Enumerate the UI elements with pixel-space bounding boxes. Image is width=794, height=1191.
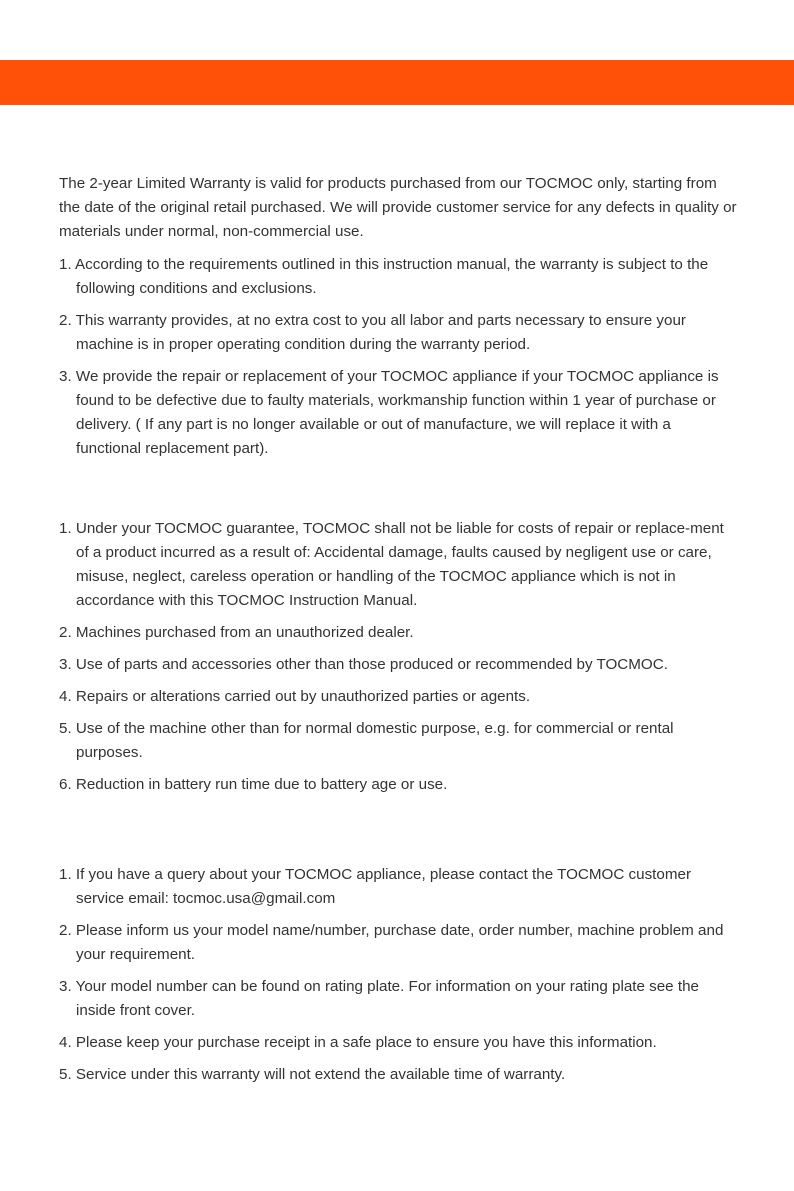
list-item: 1. If you have a query about your TOCMOC appliance, please contact the TOCMOC customer service email: tocmoc.usa@gmail.com <box>59 866 692 907</box>
list-item: 1. According to the requirements outlined in this instruction manual, the warranty is subject to the following conditions and exclusions. <box>59 256 709 297</box>
header-band <box>0 60 794 105</box>
list-item: 4. Repairs or alterations carried out by unauthorized parties or agents. <box>59 688 531 705</box>
list-item: 5. Use of the machine other than for normal domestic purpose, e.g. for commercial or rental purposes. <box>59 720 674 761</box>
warranty-terms-list <box>59 253 739 461</box>
exclusions-list <box>59 517 739 797</box>
list-item: 4. Please keep your purchase receipt in a safe place to ensure you have this information. <box>59 1034 657 1051</box>
warranty-intro: The 2-year Limited Warranty is valid for products purchased from our TOCMOC only, starting from the date of the original retail purchased. We will provide customer service for any defects in quality or materials under normal, non-commercial use. <box>59 175 737 240</box>
section-spacer <box>59 469 739 517</box>
list-item: 6. Reduction in battery run time due to battery age or use. <box>59 776 448 793</box>
list-item: 3. Use of parts and accessories other than those produced or recommended by TOCMOC. <box>59 656 668 673</box>
service-list <box>59 863 739 1087</box>
list-item: 2. Machines purchased from an unauthorized dealer. <box>59 624 414 641</box>
list-item: 1. Under your TOCMOC guarantee, TOCMOC shall not be liable for costs of repair or replace-ment of a product incurred as a result of: Accidental damage, faults caused by negligent use or care, misuse, neglect, careless operation or handling of the TOCMOC appliance which is not in accordance with this TOCMOC Instruction Manual. <box>59 520 724 609</box>
list-item: 2. Please inform us your model name/number, purchase date, order number, machine problem and your requirement. <box>59 922 724 963</box>
list-item: 5. Service under this warranty will not extend the available time of warranty. <box>59 1066 566 1083</box>
warranty-content <box>59 172 739 1095</box>
list-item: 3. We provide the repair or replacement of your TOCMOC appliance if your TOCMOC appliance is found to be defective due to faulty materials, workmanship function within 1 year of purchase or delivery. ( If any part is no longer available or out of manufacture, we will replace it with a functional replacement part). <box>59 368 719 457</box>
section-spacer <box>59 805 739 863</box>
list-item: 3. Your model number can be found on rating plate. For information on your rating plate see the inside front cover. <box>59 978 699 1019</box>
list-item: 2. This warranty provides, at no extra cost to you all labor and parts necessary to ensure your machine is in proper operating condition during the warranty period. <box>59 312 686 353</box>
